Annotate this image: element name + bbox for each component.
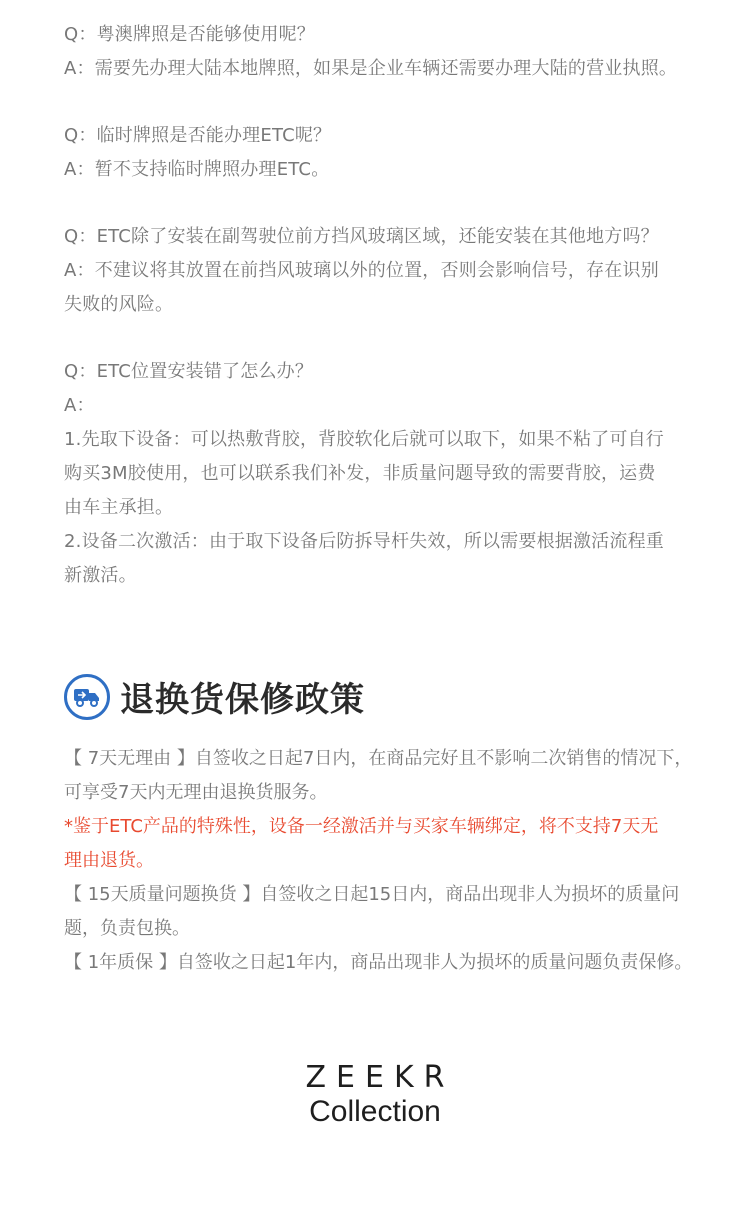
- faq-answer: A：暂不支持临时牌照办理ETC。: [64, 159, 330, 180]
- policy-line: 题，负责包换。: [64, 918, 190, 939]
- policy-body: [64, 742, 704, 980]
- faq-answer: 2.设备二次激活：由于取下设备后防拆导杆失效，所以需要根据激活流程重: [64, 531, 664, 552]
- faq-answer: 由车主承担。: [64, 497, 174, 518]
- policy-warning-line: 理由退货。: [64, 850, 154, 871]
- faq-item: [64, 18, 704, 86]
- brand-logo: [0, 1060, 750, 1129]
- faq-question: Q：ETC除了安装在副驾驶位前方挡风玻璃区域，还能安装在其他地方吗？: [64, 226, 659, 247]
- truck-return-icon: [64, 674, 110, 720]
- policy-line: 可享受7天内无理由退换货服务。: [64, 782, 328, 803]
- brand-subtitle: Collection: [309, 1095, 441, 1128]
- faq-section: [64, 18, 704, 626]
- faq-question: Q：ETC位置安装错了怎么办？: [64, 361, 314, 382]
- policy-warning-line: *鉴于ETC产品的特殊性，设备一经激活并与买家车辆绑定，将不支持7天无: [64, 816, 659, 837]
- policy-line: 【 15天质量问题换货 】自签收之日起15日内，商品出现非人为损坏的质量问: [64, 884, 680, 905]
- policy-line: 【 7天无理由 】自签收之日起7日内，在商品完好且不影响二次销售的情况下，: [64, 748, 693, 769]
- faq-answer: A：不建议将其放置在前挡风玻璃以外的位置，否则会影响信号，存在识别: [64, 260, 659, 281]
- faq-item: [64, 220, 704, 322]
- faq-answer: 1.先取下设备：可以热敷背胶，背胶软化后就可以取下，如果不粘了可自行: [64, 429, 664, 450]
- faq-answer: 新激活。: [64, 565, 137, 586]
- faq-item: [64, 355, 704, 593]
- policy-title: 退换货保修政策: [120, 680, 365, 720]
- brand-name: ZEEKR: [305, 1060, 455, 1095]
- faq-question: Q：粤澳牌照是否能够使用呢？: [64, 24, 315, 45]
- faq-answer: 失败的风险。: [64, 294, 174, 315]
- faq-answer: A：: [64, 395, 95, 416]
- faq-answer: 购买3M胶使用，也可以联系我们补发，非质量问题导致的需要背胶，运费: [64, 463, 656, 484]
- faq-item: [64, 119, 704, 187]
- policy-line: 【 1年质保 】自签收之日起1年内，商品出现非人为损坏的质量问题负责保修。: [64, 952, 693, 973]
- faq-answer: A：需要先办理大陆本地牌照，如果是企业车辆还需要办理大陆的营业执照。: [64, 58, 678, 79]
- policy-header: [64, 672, 365, 721]
- faq-question: Q：临时牌照是否能办理ETC呢？: [64, 125, 332, 146]
